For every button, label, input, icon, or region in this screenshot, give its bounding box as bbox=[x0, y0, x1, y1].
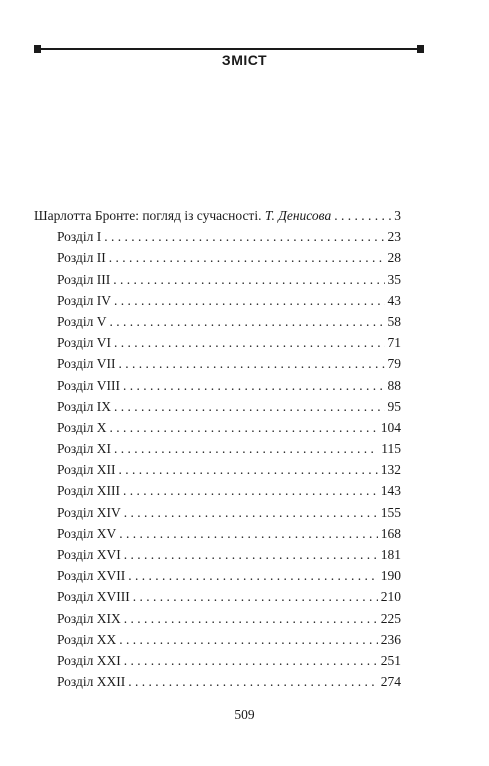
toc-chapter-row[interactable] bbox=[34, 375, 401, 396]
toc-leader bbox=[113, 269, 384, 290]
toc-leader bbox=[114, 332, 385, 353]
toc-chapter-row[interactable] bbox=[34, 438, 401, 459]
toc-chapter-row[interactable] bbox=[34, 459, 401, 480]
toc-chapter-label: Розділ XVII bbox=[57, 568, 126, 584]
toc-chapter-label: Розділ XII bbox=[57, 462, 116, 478]
toc-leader bbox=[118, 353, 384, 374]
toc-leader bbox=[104, 226, 384, 247]
toc-leader bbox=[114, 396, 385, 417]
toc-chapter-label: Розділ XVI bbox=[57, 547, 121, 562]
toc-chapter-page: 43 bbox=[387, 292, 401, 308]
toc-leader bbox=[124, 502, 378, 523]
toc-chapter-page: 88 bbox=[387, 377, 401, 393]
toc-chapter-page: 71 bbox=[387, 335, 401, 351]
toc-chapter-row[interactable] bbox=[34, 226, 401, 247]
toc-chapter-label: Розділ II bbox=[57, 250, 106, 266]
toc-chapter-label: Розділ VII bbox=[57, 356, 116, 372]
toc-chapter-page: 35 bbox=[387, 271, 401, 287]
header-rule-line bbox=[34, 48, 424, 50]
toc-leader bbox=[128, 565, 378, 586]
toc-chapter-page: 190 bbox=[380, 568, 401, 584]
toc-chapter-label: Розділ XXI bbox=[57, 652, 121, 668]
toc-leader bbox=[124, 650, 378, 671]
toc-chapter-row[interactable] bbox=[34, 396, 401, 417]
toc-leader bbox=[119, 523, 378, 544]
toc-chapter-label: Розділ VI bbox=[57, 335, 111, 351]
toc-leader bbox=[114, 438, 378, 459]
toc-chapter-page: 95 bbox=[387, 398, 401, 414]
toc-chapter-label: Розділ XXII bbox=[57, 674, 126, 690]
toc-chapter-row[interactable] bbox=[34, 480, 401, 501]
toc-chapter-label: Розділ XV bbox=[57, 525, 117, 541]
toc-intro-label bbox=[34, 205, 331, 226]
toc-chapter-page: 274 bbox=[380, 674, 401, 690]
toc-leader bbox=[110, 311, 385, 332]
toc-chapter-row[interactable] bbox=[34, 586, 401, 607]
toc-chapter-page: 58 bbox=[387, 313, 401, 329]
toc-intro-title: Шарлотта Бронте: погляд із сучасності. bbox=[34, 208, 262, 223]
toc-chapter-row[interactable] bbox=[34, 332, 401, 353]
toc-chapter-row[interactable] bbox=[34, 269, 401, 290]
toc-chapter-label: Розділ XIV bbox=[57, 504, 121, 520]
toc-chapter-row[interactable] bbox=[34, 671, 401, 692]
toc-chapter-list bbox=[34, 226, 401, 692]
toc-chapter-page: 104 bbox=[380, 419, 401, 435]
toc-chapter-page: 181 bbox=[380, 547, 401, 562]
toc-chapter-row[interactable] bbox=[34, 290, 401, 311]
toc-chapter-label: Розділ IX bbox=[57, 398, 111, 414]
toc-leader bbox=[119, 629, 378, 650]
toc-intro-row[interactable] bbox=[34, 205, 401, 226]
toc-chapter-page: 23 bbox=[387, 229, 401, 245]
toc-intro-author: Т. Денисова bbox=[264, 208, 332, 223]
toc-chapter-page: 168 bbox=[380, 525, 401, 541]
toc-chapter-page: 115 bbox=[381, 441, 401, 457]
toc-chapter-label: Розділ X bbox=[57, 419, 107, 435]
toc-chapter-page: 79 bbox=[387, 356, 401, 372]
toc-chapter-label: Розділ XVIII bbox=[57, 589, 130, 605]
toc-leader bbox=[114, 290, 385, 311]
toc-leader bbox=[133, 586, 378, 607]
toc-chapter-page: 132 bbox=[380, 462, 401, 478]
toc-chapter-row[interactable] bbox=[34, 247, 401, 268]
toc-leader bbox=[124, 544, 378, 565]
toc-leader bbox=[110, 417, 378, 438]
toc-leader bbox=[128, 671, 378, 692]
toc-chapter-label: Розділ XIX bbox=[57, 610, 121, 626]
toc-chapter-page: 155 bbox=[380, 504, 401, 520]
toc-chapter-page: 251 bbox=[380, 652, 401, 668]
toc-chapter-label: Розділ IV bbox=[57, 292, 111, 308]
toc-chapter-label: Розділ VIII bbox=[57, 377, 120, 393]
toc-chapter-label: Розділ V bbox=[57, 313, 107, 329]
toc-chapter-row[interactable] bbox=[34, 417, 401, 438]
toc-chapter-row[interactable] bbox=[34, 502, 401, 523]
toc-chapter-row[interactable] bbox=[34, 544, 401, 565]
toc-leader bbox=[124, 608, 378, 629]
toc-chapter-row[interactable] bbox=[34, 311, 401, 332]
toc-chapter-row[interactable] bbox=[34, 608, 401, 629]
toc-chapter-row[interactable] bbox=[34, 565, 401, 586]
toc-leader bbox=[123, 480, 378, 501]
toc-chapter-label: Розділ XI bbox=[57, 441, 111, 457]
toc-chapter-row[interactable] bbox=[34, 353, 401, 374]
toc-leader bbox=[334, 205, 391, 226]
toc-chapter-label: Розділ XX bbox=[57, 631, 117, 647]
toc-chapter-row[interactable] bbox=[34, 523, 401, 544]
toc-chapter-page: 225 bbox=[380, 610, 401, 626]
page-title: ЗМІСТ bbox=[221, 52, 268, 68]
toc-chapter-page: 236 bbox=[380, 631, 401, 647]
toc-chapter-label: Розділ XIII bbox=[57, 483, 120, 499]
toc-chapter-row[interactable] bbox=[34, 650, 401, 671]
toc-leader bbox=[123, 375, 385, 396]
toc-leader bbox=[109, 247, 385, 268]
toc-chapter-label: Розділ I bbox=[57, 229, 102, 245]
toc-chapter-label: Розділ III bbox=[57, 271, 111, 287]
table-of-contents bbox=[34, 205, 401, 692]
toc-chapter-row[interactable] bbox=[34, 629, 401, 650]
toc-intro-page: 3 bbox=[394, 208, 401, 223]
page-number: 509 bbox=[234, 707, 255, 722]
toc-chapter-page: 143 bbox=[380, 483, 401, 499]
toc-chapter-page: 28 bbox=[387, 250, 401, 266]
toc-leader bbox=[118, 459, 377, 480]
toc-chapter-page: 210 bbox=[380, 589, 401, 605]
